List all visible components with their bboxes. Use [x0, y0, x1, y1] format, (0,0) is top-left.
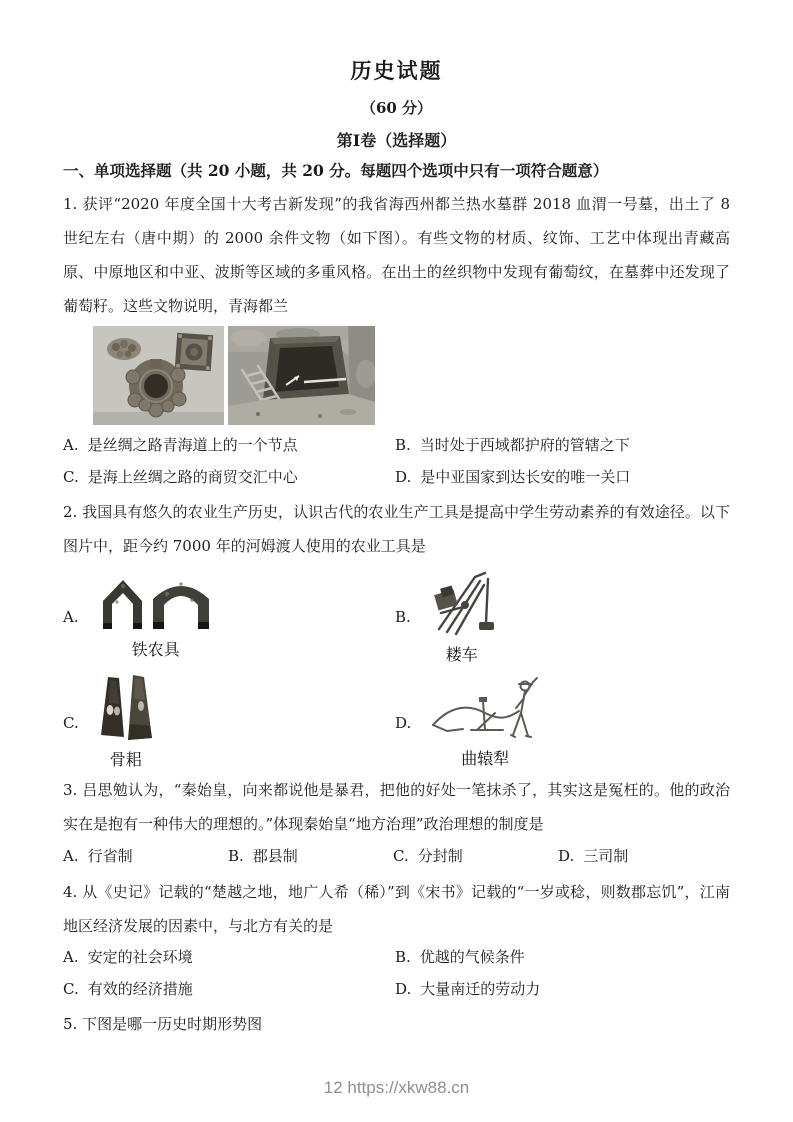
q1-option-b-text: 当时处于西域都护府的管辖之下 [419, 436, 630, 454]
q4-option-c-text: 有效的经济措施 [87, 980, 193, 998]
page-title: 历史试题 [350, 58, 443, 83]
q1-option-c-label: C. [63, 468, 79, 486]
unearthed-artifacts-photo [93, 326, 224, 425]
question-1-text: 1. 获评“2020 年度全国十大考古新发现”的我省海西州都兰热水墓群 2018 血渭一号墓，出土了 8 世纪左右（唐中期）的 2000 余件文物（如下图）。有些文物的材质、纹饰、工艺中体现出青藏高原、中原地区和中亚、波斯等区域的多重风格。在出土的丝织物中发现有葡萄纹，在墓葬中还发现了葡萄籽。这些文物说明，青海都兰 [63, 195, 730, 315]
q4-option-b-text: 优越的气候条件 [419, 948, 525, 966]
question-4-text: 4. 从《史记》记载的“楚越之地，地广人希（稀）”到《宋书》记载的“一岁或稔，则数郡忘饥”，江南地区经济发展的因素中，与北方有关的是 [63, 883, 730, 935]
question-4-options [63, 945, 730, 1001]
question-2 [63, 495, 730, 771]
q3-option-a-label: A. [63, 847, 79, 865]
q4-option-a [63, 945, 395, 969]
q1-option-d-label: D. [395, 468, 412, 486]
q3-option-b-label: B. [228, 847, 244, 865]
q3-option-a [63, 844, 228, 868]
question-4 [63, 875, 730, 1001]
q2-option-b-figure [429, 567, 495, 666]
q3-option-d [558, 844, 730, 868]
q1-option-b-label: B. [395, 436, 411, 454]
q2-option-a-figure [97, 572, 215, 661]
q2-option-a [63, 567, 395, 666]
q3-option-b-text: 郡县制 [252, 847, 298, 865]
section-title: 第Ⅰ卷（选择题） [336, 131, 457, 150]
question-3 [63, 773, 730, 868]
q1-option-c-text: 是海上丝绸之路的商贸交汇中心 [87, 468, 298, 486]
q4-option-a-label: A. [63, 948, 79, 966]
q4-option-a-text: 安定的社会环境 [87, 948, 193, 966]
q2-option-c-figure [97, 674, 155, 771]
q4-option-b [395, 945, 730, 969]
q1-option-d [395, 465, 730, 489]
question-3-options [63, 844, 730, 868]
q1-option-a-text: 是丝绸之路青海道上的一个节点 [87, 436, 298, 454]
tomb-excavation-photo [228, 326, 375, 425]
q3-option-c-text: 分封制 [417, 847, 463, 865]
q4-option-d-label: D. [395, 980, 412, 998]
question-1 [63, 187, 730, 489]
q1-option-a-label: A. [63, 436, 79, 454]
q2-option-c-label: C. [63, 713, 79, 732]
question-1-figures [93, 326, 730, 425]
part-one-heading: 一、单项选择题（共 20 小题，共 20 分。每题四个选项中只有一项符合题意） [63, 161, 609, 180]
question-3-text: 3. 吕思勉认为，“秦始皇，向来都说他是暴君，把他的好处一笔抹杀了，其实这是冤枉的。他的政治实在是抱有一种伟大的理想的。”体现秦始皇“地方治理”政治理想的制度是 [63, 781, 730, 833]
question-1-options [63, 433, 730, 489]
q3-option-b [228, 844, 393, 868]
q2-option-b-caption: 耧车 [445, 645, 478, 664]
q3-option-c-label: C. [393, 847, 409, 865]
q1-option-b [395, 433, 730, 457]
question-2-row-ab [63, 567, 730, 666]
curved-plow-image [429, 675, 541, 745]
q1-option-a [63, 433, 395, 457]
q2-option-a-label: A. [63, 607, 79, 626]
iron-tools-image [97, 572, 215, 636]
q2-option-c [63, 674, 395, 771]
question-2-row-cd [63, 674, 730, 771]
q4-option-c-label: C. [63, 980, 79, 998]
q2-option-d-caption: 曲辕犁 [461, 749, 510, 768]
q4-option-d-text: 大量南迁的劳动力 [420, 980, 541, 998]
q3-option-c [393, 844, 558, 868]
page-footer [0, 1078, 793, 1098]
q2-option-b [395, 567, 730, 666]
question-2-text: 2. 我国具有悠久的农业生产历史，认识古代的农业生产工具是提高中学生劳动素养的有效途径。以下图片中，距今约 7000 年的河姆渡人使用的农业工具是 [63, 503, 730, 555]
question-5-text: 5. 下图是哪一历史时期形势图 [63, 1015, 263, 1033]
q4-option-d [395, 977, 730, 1001]
q1-option-d-text: 是中亚国家到达长安的唯一关口 [420, 468, 631, 486]
q4-option-b-label: B. [395, 948, 411, 966]
seed-drill-image [429, 567, 495, 641]
bone-spades-image [97, 674, 155, 746]
total-score: （60 分） [360, 99, 433, 117]
question-5 [63, 1007, 730, 1041]
q2-option-d-figure [429, 675, 541, 770]
q2-option-b-label: B. [395, 607, 411, 626]
q2-option-c-caption: 骨耜 [109, 750, 142, 769]
q3-option-d-label: D. [558, 847, 575, 865]
q2-option-a-caption: 铁农具 [131, 640, 180, 659]
q2-option-d [395, 674, 730, 771]
q3-option-d-text: 三司制 [583, 847, 629, 865]
q1-option-c [63, 465, 395, 489]
q2-option-d-label: D. [395, 713, 412, 732]
q3-option-a-text: 行省制 [87, 847, 133, 865]
q4-option-c [63, 977, 395, 1001]
footer-page-number-and-url[interactable]: 12 https://xkw88.cn [323, 1078, 470, 1097]
